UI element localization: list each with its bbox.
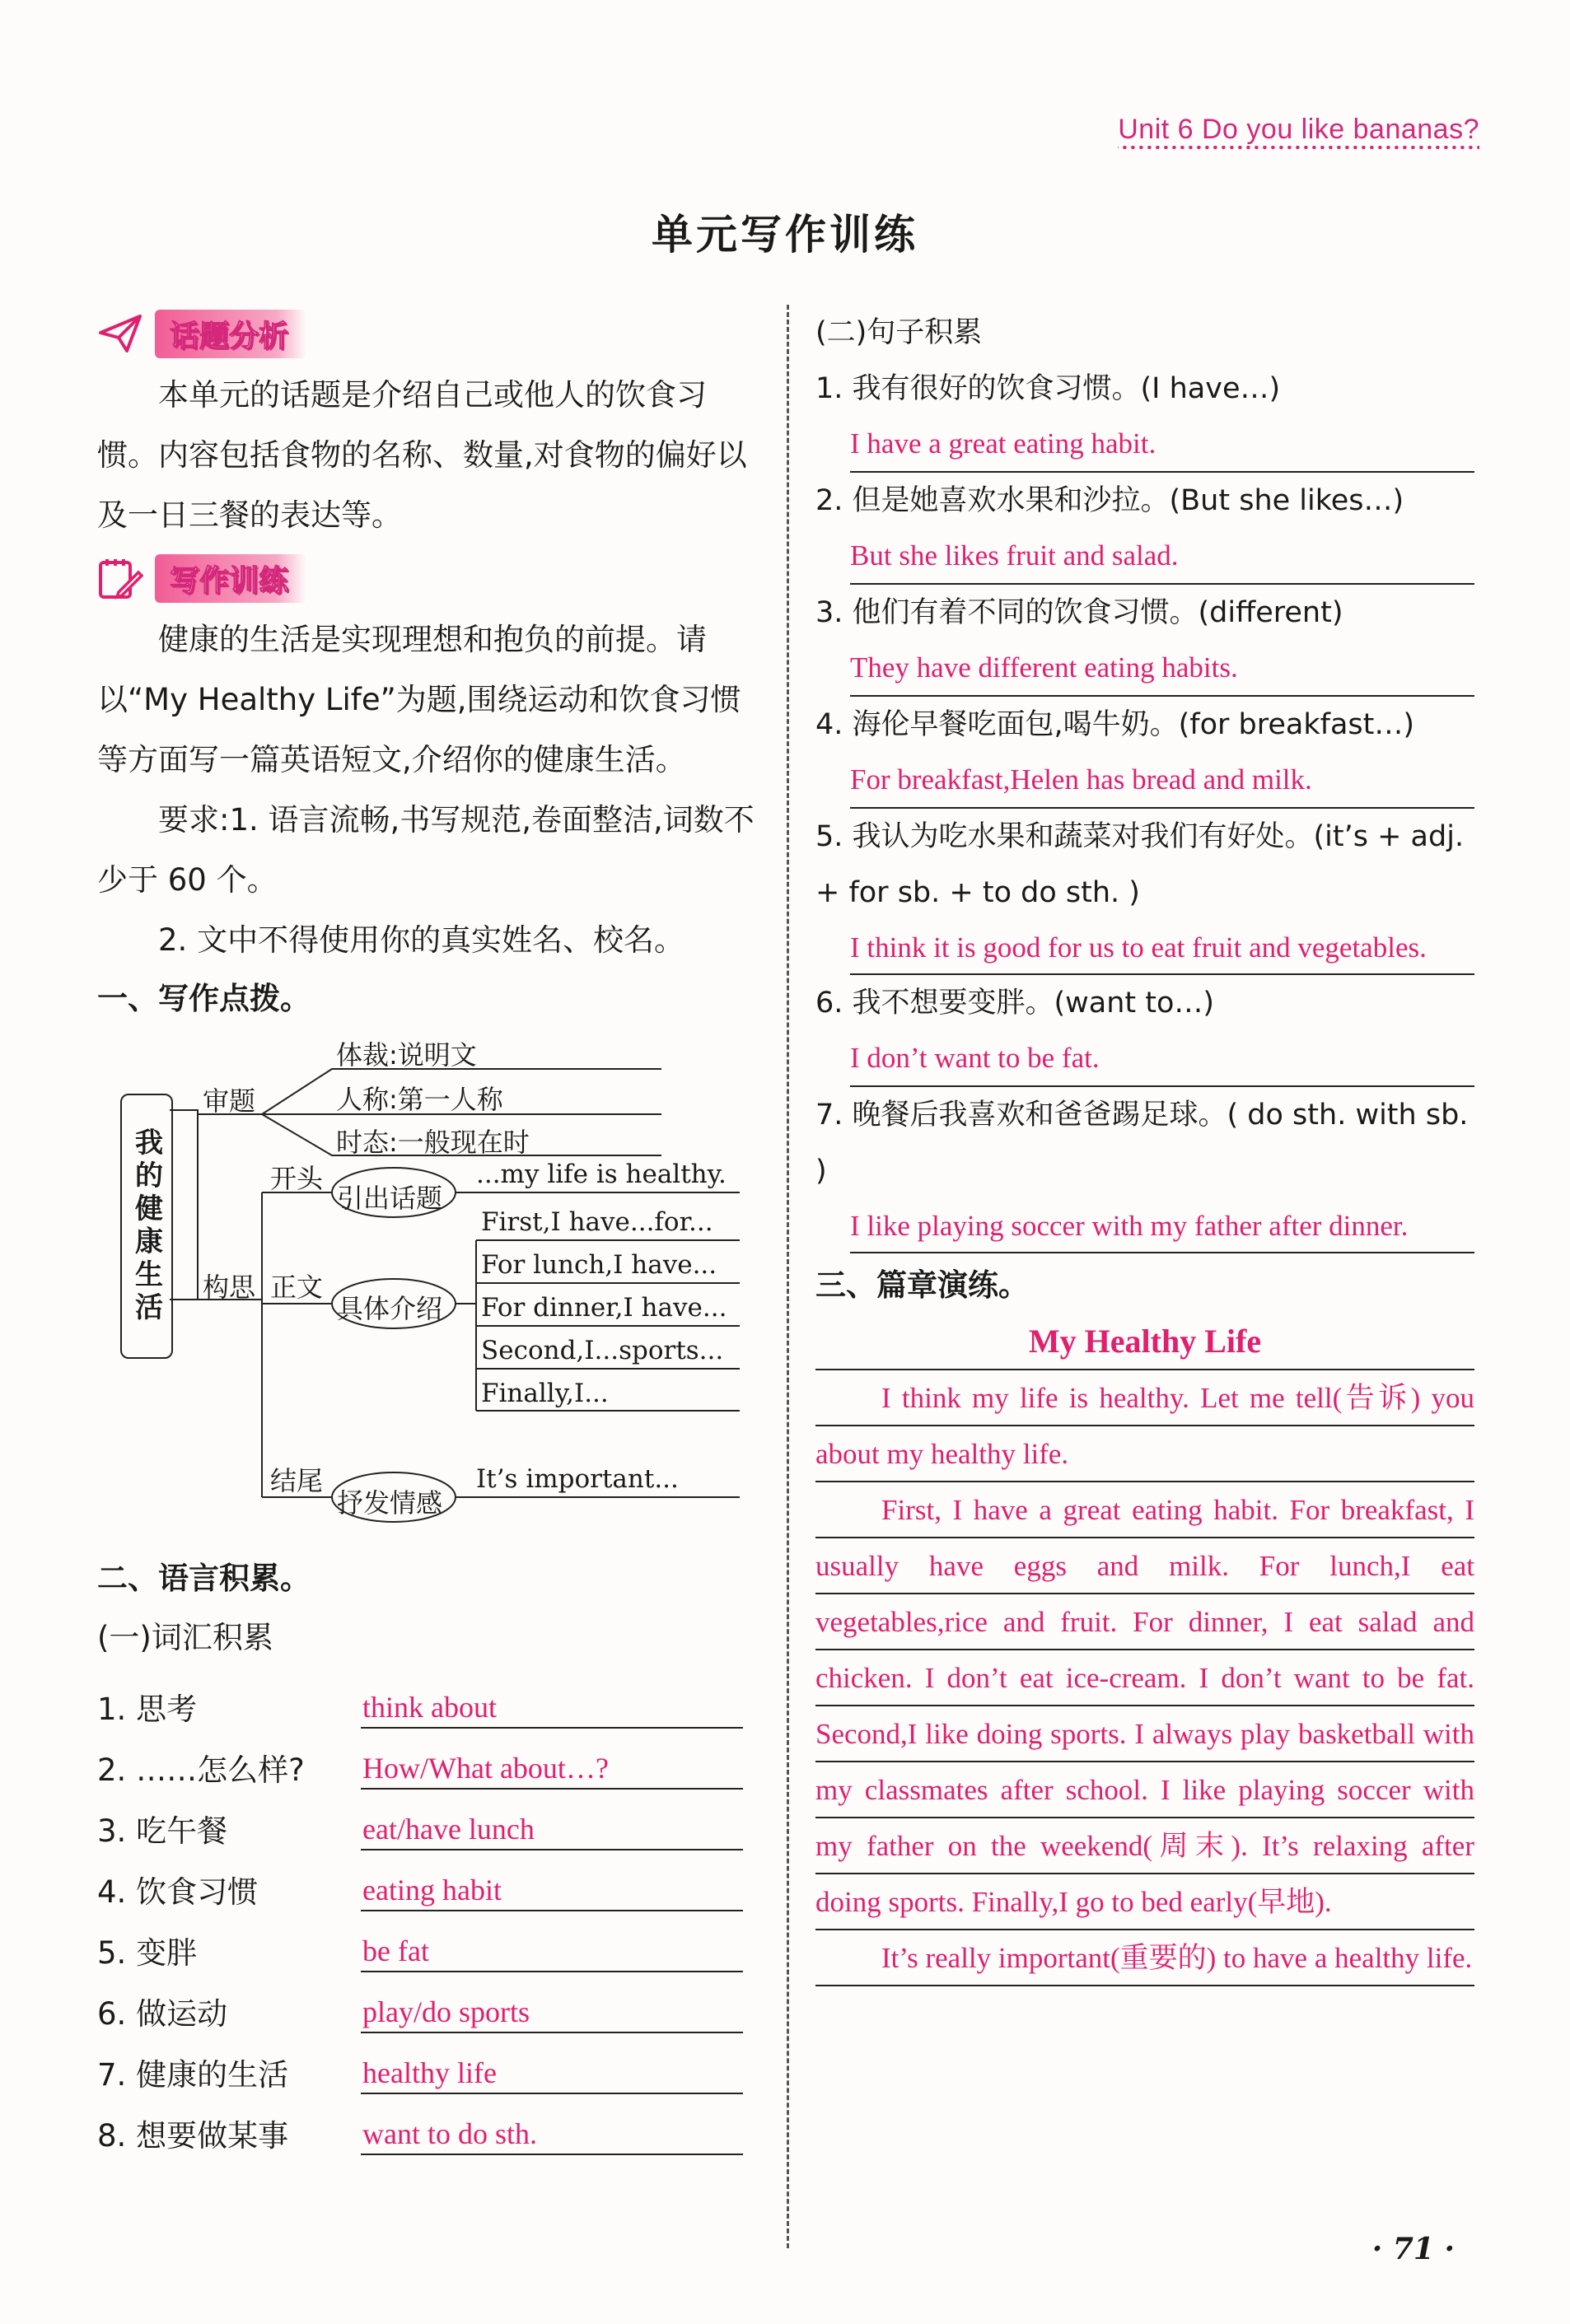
vocab-answer: healthy life [361,2053,743,2094]
vocab-cn: 8. 想要做某事 [97,2118,289,2154]
section-1-heading: 一、写作点拨。 [97,981,311,1016]
vocab-answer: be fat [361,1931,743,1972]
requirement-2: 2. 文中不得使用你的真实姓名、校名。 [158,922,685,958]
mm-kaitou: 开头 [270,1163,324,1194]
vocab-cn: 7. 健康的生活 [97,2057,289,2093]
mm-tense: 时态:一般现在时 [336,1127,530,1158]
vocab-answer: eating habit [361,1870,743,1911]
sentence-question-5: 5. 我认为吃水果和蔬菜对我们有好处。(it’s + adj. + for sb. + to do sth. ) [815,820,1465,909]
vocab-cn: 2. ……怎么样? [97,1752,305,1788]
mm-item-2: For lunch,I have... [481,1250,717,1280]
vocab-row [97,1850,756,1911]
mm-jieshao: 具体介绍 [337,1293,443,1324]
mind-map-root: 我的健康生活 [120,1094,173,1359]
mind-map [97,1028,756,1538]
vocab-row [97,2033,756,2094]
mm-shufa-en: It’s important... [476,1464,679,1494]
sentence-question-7: 7. 晚餐后我喜欢和爸爸踢足球。( do sth. with sb. ) [815,1099,1469,1188]
notepad-pencil-icon [97,556,143,600]
sentence-answer-4: For breakfast,Helen has bread and milk. [850,753,1474,809]
vocab-cn: 6. 做运动 [97,1996,228,2032]
mm-yinchu: 引出话题 [337,1183,443,1214]
essay-paragraph-1: I think my life is healthy. Let me tell(告诉) you about my healthy life. [815,1370,1474,1482]
mm-item-4: Second,I...sports... [481,1336,724,1365]
mm-person: 人称:第一人称 [336,1084,503,1115]
sentence-answer-1: I have a great eating habit. [850,417,1474,473]
vocab-cn: 4. 饮食习惯 [97,1874,259,1910]
mm-zhengwen: 正文 [270,1272,324,1303]
unit-header: Unit 6 Do you like bananas? [1118,114,1479,151]
paper-plane-icon [97,313,143,354]
sentence-question-2: 2. 但是她喜欢水果和沙拉。(But she likes…) [815,484,1404,517]
topic-analysis-label: 话题分析 [155,310,306,358]
sentence-answer-2: But she likes fruit and salad. [850,529,1474,585]
mm-item-1: First,I have...for... [481,1207,713,1237]
essay-paragraph-3: It’s really important(重要的) to have a healthy life. [815,1930,1474,1986]
vocab-row [97,1972,756,2033]
mm-item-5: Finally,I... [481,1379,609,1408]
vocab-cn: 3. 吃午餐 [97,1813,228,1849]
sentence-question-4: 4. 海伦早餐吃面包,喝牛奶。(for breakfast…) [815,708,1415,741]
sentence-answer-3: They have different eating habits. [850,641,1474,697]
mm-jiewei: 结尾 [270,1465,324,1496]
vocab-list [97,1668,756,2155]
sentence-answer-5: I think it is good for us to eat fruit and vegetables. [850,921,1474,975]
writing-training-label: 写作训练 [155,554,306,603]
writing-training-badge [97,553,756,603]
writing-prompt: 健康的生活是实现理想和抱负的前提。请以“My Healthy Life”为题,围绕运动和饮食习惯等方面写一篇英语短文,介绍你的健康生活。 [97,622,741,777]
vocab-cn: 1. 思考 [97,1692,198,1727]
left-column [97,309,756,2155]
mm-gousi: 构思 [203,1272,256,1303]
vocab-row [97,1729,756,1790]
topic-analysis-text: 本单元的话题是介绍自己或他人的饮食习惯。内容包括食物的名称、数量,对食物的偏好以及一日三餐的表达等。 [97,377,747,533]
requirement-1: 要求:1. 语言流畅,书写规范,卷面整洁,词数不少于 60 个。 [97,802,755,898]
mm-item-3: For dinner,I have... [481,1293,727,1323]
section-2-heading: 二、语言积累。 [97,1561,311,1596]
vocab-cn: 5. 变胖 [97,1935,198,1971]
vocab-row [97,1790,756,1850]
sentences-heading: (二)句子积累 [815,316,983,349]
column-divider [787,305,789,2248]
page-title: 单元写作训练 [652,211,918,259]
sentence-answer-7: I like playing soccer with my father after dinner. [850,1199,1474,1253]
vocab-row [97,1668,756,1729]
topic-analysis-badge [97,309,756,358]
mm-genre: 体裁:说明文 [336,1039,477,1071]
vocab-answer: think about [361,1687,743,1729]
mm-shenti: 审题 [203,1085,256,1117]
section-3-heading: 三、篇章演练。 [815,1267,1029,1303]
essay-paragraph-2: First, I have a great eating habit. For breakfast, I usually have eggs and milk. For lunch,I eat vegetables,rice and fruit. For dinner, I eat salad and chicken. I don’t eat ice-cream. I don’t want to be fat. Second,I like doing sports. I always play basketball with my classmates after school. I like playing soccer with my father on the weekend(周末). It’s relaxing after doing sports. Finally,I go to bed early(早地). [815,1482,1474,1930]
vocab-answer: want to do sth. [361,2114,743,2155]
right-column [815,305,1474,1986]
sentence-question-3: 3. 他们有着不同的饮食习惯。(different) [815,596,1343,629]
vocab-answer: eat/have lunch [361,1809,743,1850]
sentence-answer-6: I don’t want to be fat. [850,1031,1474,1087]
sentence-question-6: 6. 我不想要变胖。(want to…) [815,987,1215,1020]
page-number: · 71 · [1371,2232,1455,2266]
vocab-heading: (一)词汇积累 [97,1620,273,1655]
mm-yinchu-en: ...my life is healthy. [476,1160,727,1189]
vocab-row [97,1911,756,1972]
vocab-answer: play/do sports [361,1992,743,2033]
mm-shufa: 抒发情感 [337,1487,443,1519]
essay-title: My Healthy Life [815,1314,1474,1370]
vocab-answer: How/What about…? [361,1748,743,1790]
sentence-question-1: 1. 我有很好的饮食习惯。(I have…) [815,372,1281,405]
vocab-row [97,2094,756,2155]
